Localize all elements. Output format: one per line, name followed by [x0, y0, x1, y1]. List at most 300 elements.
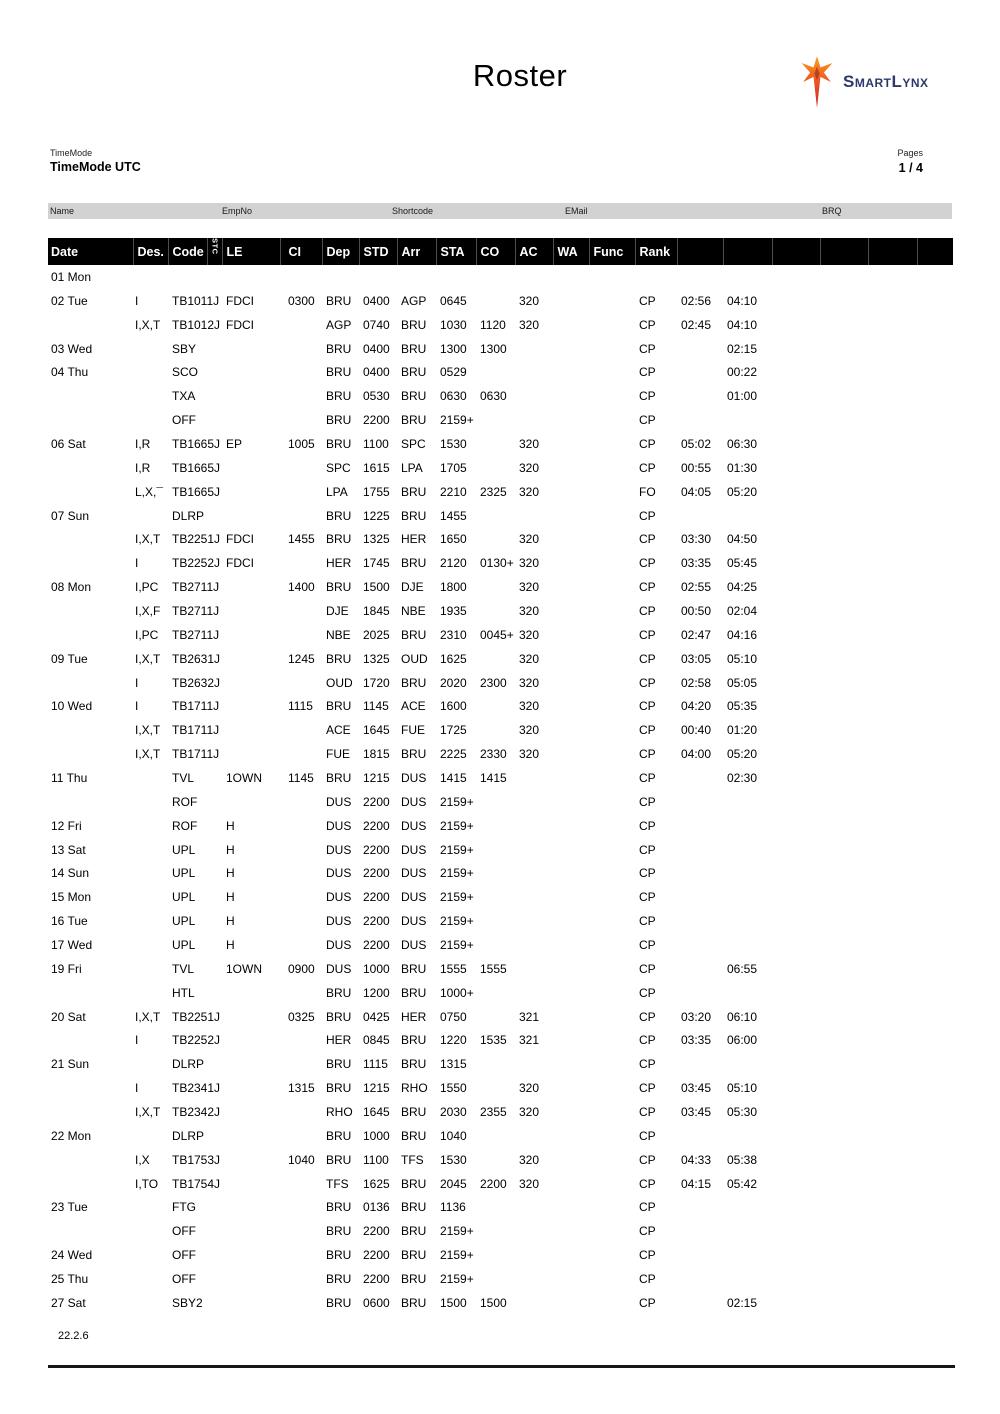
roster-cell: 1555: [480, 961, 507, 976]
roster-cell: [820, 981, 868, 1005]
roster-cell: I,X,T: [135, 532, 161, 547]
roster-cell: BRU: [401, 1248, 427, 1263]
roster-cell: [280, 1100, 322, 1124]
roster-cell: [868, 623, 917, 647]
roster-cell: [772, 885, 820, 909]
roster-cell: [723, 814, 772, 838]
roster-cell: [553, 647, 589, 671]
roster-cell: [820, 861, 868, 885]
roster-cell: [515, 766, 553, 790]
roster-cell: 2159+: [440, 818, 474, 833]
roster-cell: SBY: [172, 341, 197, 356]
roster-cell: [820, 599, 868, 623]
roster-cell: CP: [639, 413, 656, 428]
roster-row: [48, 456, 953, 480]
roster-cell: FDCI: [226, 532, 254, 547]
roster-cell: [133, 909, 168, 933]
roster-cell: 05:20: [727, 747, 758, 762]
roster-cell: 02:30: [727, 770, 758, 785]
roster-cell: [476, 1219, 515, 1243]
roster-cell: CP: [639, 365, 656, 380]
roster-cell: [820, 575, 868, 599]
roster-row: [48, 1148, 953, 1172]
roster-cell: [515, 957, 553, 981]
roster-cell: [677, 885, 723, 909]
roster-cell: 0845: [363, 1033, 390, 1048]
roster-cell: 1005: [288, 436, 315, 451]
roster-cell: [917, 551, 953, 575]
roster-cell: [677, 814, 723, 838]
roster-cell: FDCI: [226, 293, 254, 308]
roster-cell: [820, 551, 868, 575]
roster-cell: [322, 265, 359, 289]
roster-cell: [515, 814, 553, 838]
roster-cell: [515, 1291, 553, 1315]
roster-cell: [280, 1267, 322, 1291]
roster-cell: [820, 1196, 868, 1220]
roster-cell: [589, 599, 635, 623]
roster-cell: [589, 1005, 635, 1029]
roster-cell: [515, 861, 553, 885]
roster-cell: DUS: [401, 770, 427, 785]
roster-cell: [772, 1148, 820, 1172]
roster-cell: CP: [639, 651, 656, 666]
col-header-label: Des.: [137, 244, 164, 259]
roster-cell: [553, 1243, 589, 1267]
roster-cell: [589, 1148, 635, 1172]
roster-cell: [589, 551, 635, 575]
col-header-date: [48, 238, 133, 265]
roster-cell: 1300: [480, 341, 507, 356]
roster-cell: [589, 671, 635, 695]
roster-cell: 22 Mon: [51, 1128, 92, 1143]
roster-cell: [207, 838, 222, 862]
roster-cell: 320: [519, 603, 540, 618]
roster-cell: [280, 337, 322, 361]
roster-cell: [280, 313, 322, 337]
roster-row: [48, 814, 953, 838]
roster-cell: 02:15: [727, 1295, 758, 1310]
roster-row: [48, 313, 953, 337]
roster-cell: [515, 504, 553, 528]
roster-row: [48, 1243, 953, 1267]
roster-cell: [589, 1052, 635, 1076]
roster-row: [48, 790, 953, 814]
roster-cell: FTG: [172, 1200, 196, 1215]
roster-cell: [917, 1243, 953, 1267]
roster-cell: [772, 814, 820, 838]
roster-cell: 14 Sun: [51, 866, 90, 881]
roster-cell: DLRP: [172, 1057, 205, 1072]
roster-cell: [868, 313, 917, 337]
roster-cell: [133, 933, 168, 957]
roster-cell: BRU: [326, 532, 352, 547]
roster-cell: [48, 718, 133, 742]
roster-cell: [917, 1148, 953, 1172]
roster-cell: [868, 337, 917, 361]
roster-cell: TB1012J: [172, 317, 221, 332]
roster-cell: [553, 981, 589, 1005]
roster-cell: [677, 504, 723, 528]
roster-cell: [222, 742, 280, 766]
roster-cell: BRU: [326, 413, 352, 428]
roster-cell: [917, 360, 953, 384]
roster-cell: [133, 981, 168, 1005]
roster-cell: [48, 1172, 133, 1196]
roster-cell: DUS: [326, 914, 352, 929]
roster-cell: [820, 671, 868, 695]
roster-cell: AGP: [326, 317, 352, 332]
roster-cell: [772, 504, 820, 528]
roster-cell: 1315: [288, 1081, 315, 1096]
roster-cell: NBE: [401, 603, 426, 618]
roster-cell: [133, 814, 168, 838]
roster-cell: [589, 480, 635, 504]
roster-cell: CP: [639, 1224, 656, 1239]
roster-cell: [772, 480, 820, 504]
roster-cell: DUS: [326, 937, 352, 952]
roster-row: [48, 1291, 953, 1315]
col-header-label: Func: [593, 244, 624, 259]
roster-cell: [133, 1124, 168, 1148]
roster-cell: TB2341J: [172, 1081, 221, 1096]
roster-cell: [868, 1291, 917, 1315]
roster-cell: [868, 1172, 917, 1196]
roster-cell: 320: [519, 532, 540, 547]
roster-cell: [772, 861, 820, 885]
roster-cell: [589, 289, 635, 313]
roster-cell: [772, 1076, 820, 1100]
roster-cell: [772, 790, 820, 814]
roster-cell: 2200: [480, 1176, 507, 1191]
roster-cell: [553, 1219, 589, 1243]
roster-cell: TB1753J: [172, 1152, 221, 1167]
roster-cell: 0529: [440, 365, 467, 380]
roster-cell: 1245: [288, 651, 315, 666]
roster-cell: BRU: [326, 293, 352, 308]
roster-cell: [553, 623, 589, 647]
roster-cell: CP: [639, 723, 656, 738]
roster-cell: [589, 1243, 635, 1267]
roster-cell: 00:55: [681, 460, 712, 475]
roster-cell: BRU: [326, 389, 352, 404]
roster-cell: [868, 647, 917, 671]
roster-cell: [589, 742, 635, 766]
roster-cell: [222, 1291, 280, 1315]
roster-row: [48, 694, 953, 718]
roster-cell: [820, 480, 868, 504]
roster-cell: [222, 1005, 280, 1029]
roster-cell: [917, 480, 953, 504]
roster-cell: [772, 694, 820, 718]
roster-cell: [917, 313, 953, 337]
roster-cell: 1325: [363, 532, 390, 547]
roster-cell: 15 Mon: [51, 890, 92, 905]
roster-cell: 321: [519, 1033, 540, 1048]
roster-cell: CP: [639, 1200, 656, 1215]
roster-cell: 04:25: [727, 580, 758, 595]
roster-cell: I,X,T: [135, 747, 161, 762]
roster-cell: 1200: [363, 985, 390, 1000]
roster-cell: [868, 1196, 917, 1220]
roster-cell: UPL: [172, 914, 196, 929]
roster-cell: BRU: [326, 770, 352, 785]
roster-cell: [207, 861, 222, 885]
roster-cell: 04:00: [681, 747, 712, 762]
roster-cell: CP: [639, 794, 656, 809]
roster-cell: [820, 337, 868, 361]
roster-cell: 2159+: [440, 842, 474, 857]
roster-cell: 04:16: [727, 627, 758, 642]
roster-row: [48, 1052, 953, 1076]
roster-cell: CP: [639, 747, 656, 762]
roster-cell: [820, 432, 868, 456]
roster-cell: CP: [639, 436, 656, 451]
roster-row: [48, 909, 953, 933]
smartlynx-logo: [798, 52, 948, 112]
roster-cell: [553, 551, 589, 575]
roster-cell: [476, 790, 515, 814]
roster-cell: CP: [639, 1033, 656, 1048]
roster-cell: 320: [519, 293, 540, 308]
roster-cell: [917, 623, 953, 647]
roster-cell: [280, 1219, 322, 1243]
roster-cell: [133, 861, 168, 885]
roster-cell: [868, 814, 917, 838]
roster-cell: [868, 504, 917, 528]
roster-cell: TB2251J: [172, 1009, 221, 1024]
roster-cell: [820, 766, 868, 790]
roster-cell: 1325: [363, 651, 390, 666]
roster-row: [48, 265, 953, 289]
roster-cell: [820, 742, 868, 766]
roster-cell: CP: [639, 1295, 656, 1310]
roster-cell: CP: [639, 1057, 656, 1072]
roster-cell: 05:05: [727, 675, 758, 690]
roster-cell: BRU: [326, 1295, 352, 1310]
roster-cell: BRU: [326, 985, 352, 1000]
roster-cell: CP: [639, 508, 656, 523]
roster-cell: [589, 1100, 635, 1124]
roster-cell: CP: [639, 1272, 656, 1287]
roster-cell: [48, 742, 133, 766]
roster-cell: CP: [639, 842, 656, 857]
roster-cell: [677, 766, 723, 790]
roster-cell: [917, 265, 953, 289]
roster-cell: [207, 265, 222, 289]
roster-cell: [772, 527, 820, 551]
roster-cell: BRU: [401, 1272, 427, 1287]
roster-cell: [476, 1148, 515, 1172]
roster-cell: H: [226, 842, 235, 857]
roster-cell: [772, 551, 820, 575]
roster-cell: 2310: [440, 627, 467, 642]
roster-cell: [820, 1172, 868, 1196]
roster-cell: [48, 456, 133, 480]
roster-cell: [476, 575, 515, 599]
roster-table: [48, 238, 953, 1315]
roster-cell: [553, 289, 589, 313]
roster-cell: [868, 1148, 917, 1172]
col-header-label: Code: [172, 244, 204, 259]
roster-cell: UPL: [172, 937, 196, 952]
col-header-wa: [553, 238, 589, 265]
roster-cell: 1455: [440, 508, 467, 523]
roster-cell: 03:35: [681, 1033, 712, 1048]
roster-row: [48, 647, 953, 671]
roster-cell: [553, 671, 589, 695]
roster-cell: 21 Sun: [51, 1057, 90, 1072]
roster-cell: [553, 337, 589, 361]
roster-cell: TB1754J: [172, 1176, 221, 1191]
roster-cell: NBE: [326, 627, 351, 642]
roster-cell: [677, 790, 723, 814]
roster-cell: DUS: [401, 866, 427, 881]
roster-cell: 1040: [288, 1152, 315, 1167]
roster-cell: 05:38: [727, 1152, 758, 1167]
roster-cell: [772, 623, 820, 647]
roster-cell: 2200: [363, 413, 390, 428]
roster-cell: [133, 1243, 168, 1267]
roster-cell: 03:45: [681, 1081, 712, 1096]
roster-cell: [677, 981, 723, 1005]
roster-cell: [515, 885, 553, 909]
roster-cell: [553, 313, 589, 337]
roster-cell: [207, 766, 222, 790]
roster-cell: 20 Sat: [51, 1009, 86, 1024]
roster-cell: [917, 432, 953, 456]
roster-cell: FDCI: [226, 317, 254, 332]
roster-cell: TB1665J: [172, 436, 221, 451]
roster-cell: [476, 265, 515, 289]
roster-cell: [553, 1172, 589, 1196]
roster-cell: [917, 337, 953, 361]
roster-cell: TB1665J: [172, 484, 221, 499]
roster-cell: [723, 861, 772, 885]
roster-cell: [280, 933, 322, 957]
roster-cell: [917, 1076, 953, 1100]
pages-block: [897, 148, 923, 175]
roster-cell: CP: [639, 1248, 656, 1263]
roster-cell: BRU: [401, 1200, 427, 1215]
col-header-label: Date: [51, 244, 79, 259]
roster-cell: DUS: [326, 866, 352, 881]
roster-cell: [589, 1076, 635, 1100]
roster-cell: I,PC: [135, 627, 159, 642]
roster-cell: [589, 360, 635, 384]
roster-cell: [723, 408, 772, 432]
roster-cell: [820, 384, 868, 408]
roster-cell: 05:45: [727, 556, 758, 571]
roster-cell: [868, 1219, 917, 1243]
roster-cell: 05:10: [727, 1081, 758, 1096]
roster-cell: [133, 504, 168, 528]
roster-cell: [222, 575, 280, 599]
roster-cell: [222, 981, 280, 1005]
roster-cell: [917, 742, 953, 766]
roster-cell: [868, 384, 917, 408]
roster-cell: 1625: [363, 1176, 390, 1191]
roster-cell: [723, 790, 772, 814]
roster-cell: 2159+: [440, 1224, 474, 1239]
roster-cell: 1625: [440, 651, 467, 666]
roster-cell: [133, 838, 168, 862]
roster-cell: [772, 1029, 820, 1053]
roster-cell: [476, 1196, 515, 1220]
roster-cell: 1100: [363, 1152, 389, 1167]
roster-cell: 04:33: [681, 1152, 712, 1167]
roster-row: [48, 551, 953, 575]
roster-cell: 23 Tue: [51, 1200, 88, 1215]
col-header-empty: [677, 238, 723, 265]
roster-cell: TB2711J: [172, 580, 220, 595]
roster-cell: [917, 1196, 953, 1220]
roster-cell: BRU: [401, 1105, 427, 1119]
roster-cell: [635, 265, 677, 289]
roster-cell: [476, 1005, 515, 1029]
timemode-value: TimeMode UTC: [50, 160, 141, 174]
roster-cell: 04:10: [727, 317, 758, 332]
roster-cell: DJE: [401, 580, 424, 595]
roster-cell: 1555: [440, 961, 467, 976]
roster-cell: [589, 838, 635, 862]
roster-cell: 1145: [363, 699, 389, 714]
roster-cell: [772, 933, 820, 957]
roster-cell: BRU: [401, 961, 427, 976]
roster-cell: 02:56: [681, 293, 712, 308]
roster-cell: [723, 1052, 772, 1076]
roster-cell: [820, 527, 868, 551]
col-header-label: WA: [557, 244, 578, 259]
roster-cell: I: [135, 1081, 139, 1096]
roster-cell: 2330: [480, 747, 507, 762]
timemode-label: TimeMode: [50, 148, 93, 158]
roster-row: [48, 957, 953, 981]
roster-cell: [772, 1052, 820, 1076]
roster-cell: [280, 504, 322, 528]
roster-cell: [772, 265, 820, 289]
roster-cell: [589, 885, 635, 909]
roster-cell: [868, 694, 917, 718]
roster-cell: [222, 337, 280, 361]
roster-cell: [868, 885, 917, 909]
roster-row: [48, 337, 953, 361]
roster-cell: CP: [639, 460, 656, 475]
roster-cell: 0300: [288, 293, 315, 308]
roster-row: [48, 504, 953, 528]
roster-cell: [917, 718, 953, 742]
roster-cell: [48, 1148, 133, 1172]
col-header-label: CO: [480, 244, 500, 259]
roster-cell: [222, 1100, 280, 1124]
roster-cell: 1650: [440, 532, 467, 547]
roster-cell: 0645: [440, 293, 467, 308]
roster-cell: [280, 456, 322, 480]
roster-cell: CP: [639, 317, 656, 332]
roster-cell: [476, 861, 515, 885]
roster-cell: 1500: [363, 580, 390, 595]
roster-cell: [476, 981, 515, 1005]
roster-cell: 02:55: [681, 580, 712, 595]
roster-cell: [820, 647, 868, 671]
roster-cell: BRU: [401, 365, 427, 380]
roster-row: [48, 766, 953, 790]
roster-cell: [553, 766, 589, 790]
roster-cell: DUS: [326, 890, 352, 905]
roster-cell: [207, 1052, 222, 1076]
roster-cell: 320: [519, 627, 540, 642]
roster-cell: [589, 718, 635, 742]
